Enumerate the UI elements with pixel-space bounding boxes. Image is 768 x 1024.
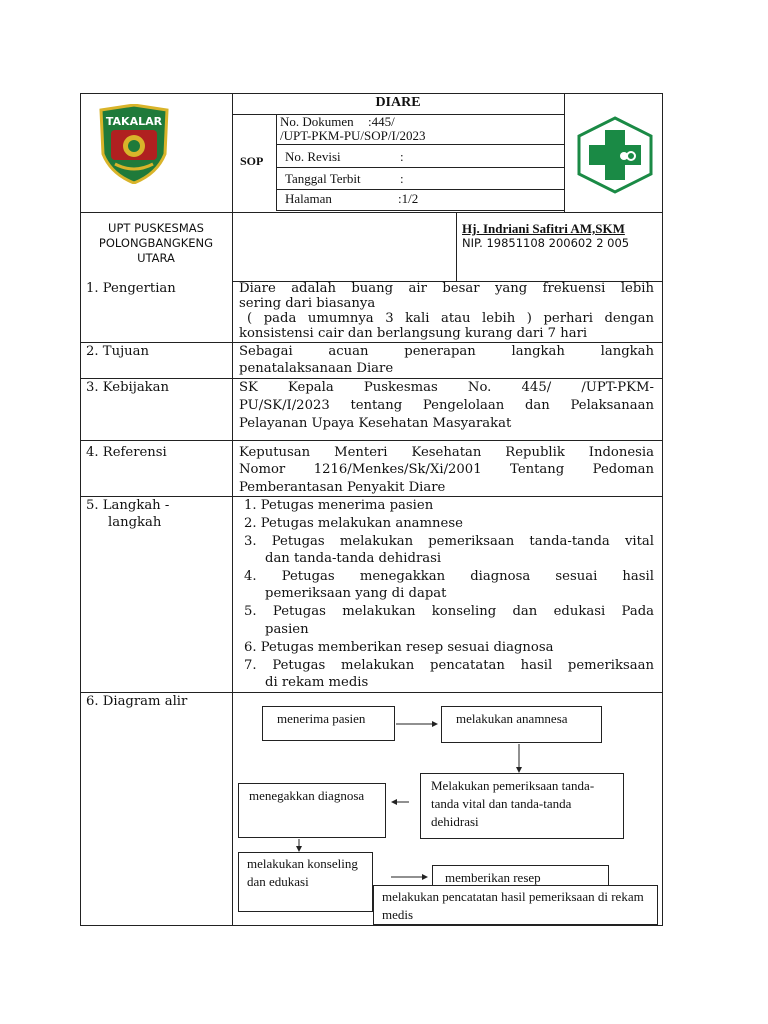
doc-no-label: No. Dokumen bbox=[280, 114, 354, 129]
tujuan-line-2: penatalaksanaan Diare bbox=[239, 361, 394, 376]
doc-title: DIARE bbox=[375, 95, 421, 110]
flow-box-pencatatan: melakukan pencatatan hasil pemeriksaan di rekam medis bbox=[373, 885, 658, 925]
pengertian-line-1: Diare adalah buang air besar yang frekuensi lebih bbox=[239, 281, 654, 296]
step-6: 6. Petugas memberikan resep sesuai diagnosa bbox=[244, 640, 554, 655]
flow-arrows bbox=[232, 693, 662, 925]
pengertian-line-3: ( pada umumnya 3 kali atau lebih ) perhari dengan bbox=[247, 311, 654, 326]
referensi-label: 4. Referensi bbox=[86, 445, 167, 460]
flow-box-pemeriksaan: Melakukan pemeriksaan tanda-tanda vital dan tanda-tanda dehidrasi bbox=[420, 773, 624, 839]
step-4b: pemeriksaan yang di dapat bbox=[265, 586, 447, 601]
sop-label: SOP bbox=[240, 154, 264, 168]
kebijakan-line-1: SK Kepala Puskesmas No. 445/ /UPT-PKM- bbox=[239, 380, 654, 395]
kebijakan-line-3: Pelayanan Upaya Kesehatan Masyarakat bbox=[239, 416, 512, 431]
org-line-3: UTARA bbox=[137, 251, 175, 265]
kebijakan-line-2: PU/SK/I/2023 tentang Pengelolaan dan Pelaksanaan bbox=[239, 398, 654, 413]
step-3b: dan tanda-tanda dehidrasi bbox=[265, 551, 442, 566]
org-line-1: UPT PUSKESMAS bbox=[108, 221, 204, 235]
diagram-label: 6. Diagram alir bbox=[86, 694, 188, 709]
halaman-label: Halaman bbox=[285, 191, 332, 206]
step-5a: 5. Petugas melakukan konseling dan edukasi Pada bbox=[244, 604, 654, 619]
flow-box-diagnosa: menegakkan diagnosa bbox=[238, 783, 386, 838]
signer-nip: NIP. 19851108 200602 2 005 bbox=[462, 236, 630, 250]
kebijakan-label: 3. Kebijakan bbox=[86, 380, 170, 395]
puskesmas-logo bbox=[575, 116, 655, 194]
referensi-line-2: Nomor 1216/Menkes/Sk/Xi/2001 Tentang Pedoman bbox=[239, 462, 654, 477]
tanggal-label: Tanggal Terbit bbox=[285, 171, 361, 186]
flow-box-resep: memberikan resep bbox=[432, 865, 609, 889]
langkah-label-2: langkah bbox=[108, 515, 162, 530]
step-7a: 7. Petugas melakukan pencatatan hasil pemeriksaan bbox=[244, 658, 654, 673]
signer-name: Hj. Indriani Safitri AM,SKM bbox=[462, 221, 625, 236]
org-line-2: POLONGBANGKENG bbox=[98, 236, 214, 250]
revisi-label: No. Revisi bbox=[285, 149, 341, 164]
pengertian-label: 1. Pengertian bbox=[86, 281, 176, 296]
pengertian-line-4: konsistensi cair dan berlangsung kurang dari 7 hari bbox=[239, 326, 588, 341]
org-name bbox=[80, 221, 232, 266]
referensi-line-3: Pemberantasan Penyakit Diare bbox=[239, 480, 446, 495]
logo-text: TAKALAR bbox=[105, 115, 163, 128]
referensi-line-1: Keputusan Menteri Kesehatan Republik Indonesia bbox=[239, 445, 654, 460]
flow-box-menerima-pasien: menerima pasien bbox=[262, 706, 395, 741]
takalar-logo bbox=[97, 104, 171, 184]
tujuan-label: 2. Tujuan bbox=[86, 344, 150, 359]
step-5b: pasien bbox=[265, 622, 309, 637]
flow-box-anamnesa: melakukan anamnesa bbox=[441, 706, 602, 743]
tanggal-value: : bbox=[400, 171, 404, 186]
tujuan-line-1: Sebagai acuan penerapan langkah langkah bbox=[239, 344, 654, 359]
doc-no-value-1: :445/ bbox=[368, 114, 395, 129]
step-7b: di rekam medis bbox=[265, 675, 369, 690]
revisi-value: : bbox=[400, 149, 404, 164]
pengertian-line-2: sering dari biasanya bbox=[239, 296, 376, 311]
flow-box-konseling: melakukan konseling dan edukasi bbox=[238, 852, 373, 912]
step-1: 1. Petugas menerima pasien bbox=[244, 498, 434, 513]
step-3a: 3. Petugas melakukan pemeriksaan tanda-tanda vital bbox=[244, 534, 654, 549]
step-4a: 4. Petugas menegakkan diagnosa sesuai hasil bbox=[244, 569, 654, 584]
langkah-label-1: 5. Langkah - bbox=[86, 498, 170, 513]
halaman-value: :1/2 bbox=[398, 191, 419, 206]
doc-no-value-2: /UPT-PKM-PU/SOP/I/2023 bbox=[280, 128, 426, 143]
step-2: 2. Petugas melakukan anamnese bbox=[244, 516, 463, 531]
